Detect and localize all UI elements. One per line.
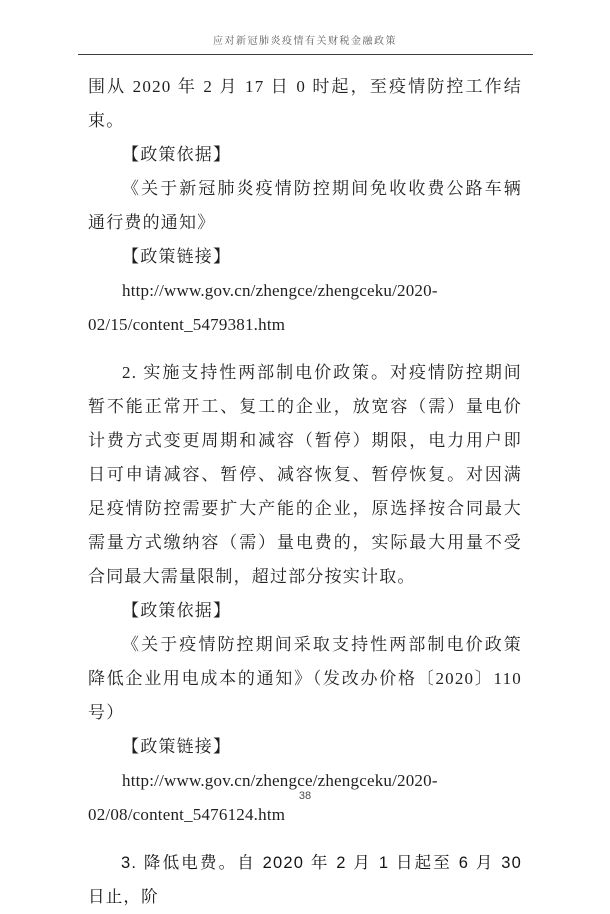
paragraph: 3. 降低电费。自 2020 年 2 月 1 日起至 6 月 30 日止，阶: [88, 854, 522, 906]
paragraph: 《关于疫情防控期间采取支持性两部制电价政策 降低企业用电成本的通知》（发改办价格〔2020〕110 号）: [88, 635, 522, 722]
paragraph: 2. 实施支持性两部制电价政策。对疫情防控期间暂不能正常开工、复工的企业，放宽容（需）量电价计费方式变更周期和减容（暂停）期限，电力用户即日可申请减容、暂停、减容恢复、暂停恢复。对因满足疫情防控需要扩大产能的企业，原选择按合同最大需量方式缴纳容（需）量电费的，实际最大用量不受合同最大需量限制，超过部分按实计取。: [88, 363, 522, 586]
spacer: [88, 832, 522, 846]
header-rule: [78, 54, 533, 55]
page-header-title: 应对新冠肺炎疫情有关财税金融政策: [213, 36, 397, 47]
policy-label: 【政策依据】: [122, 145, 232, 164]
policy-url: http://www.gov.cn/zhengce/zhengceku/2020-02/15/content_5479381.htm: [88, 281, 438, 334]
policy-label: 【政策链接】: [122, 737, 232, 756]
document-body: [88, 70, 522, 914]
policy-label: 【政策依据】: [122, 601, 232, 620]
page-number: 38: [298, 790, 312, 802]
policy-label: 【政策链接】: [122, 247, 232, 266]
spacer: [88, 342, 522, 356]
policy-url: http://www.gov.cn/zhengce/zhengceku/2020-02/08/content_5476124.htm: [88, 771, 438, 824]
paragraph: 《关于新冠肺炎疫情防控期间免收收费公路车辆通行费的通知》: [88, 179, 522, 232]
paragraph: 围从 2020 年 2 月 17 日 0 时起，至疫情防控工作结束。: [88, 77, 522, 130]
page-footer: [0, 790, 610, 802]
